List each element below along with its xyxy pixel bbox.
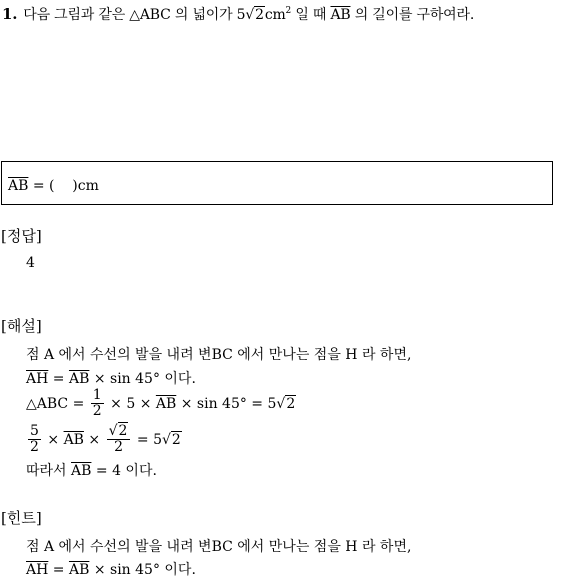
hint-label: [힌트]: [1, 509, 42, 527]
answer-box-text: $\overline{AB}$ = ( )cm: [8, 178, 99, 194]
fraction: $\frac{√2}{2}$: [107, 424, 131, 456]
segment-ab: $\overline{AB}$: [330, 7, 351, 23]
fraction: $\frac{1}{2}$: [92, 387, 102, 420]
fraction: $\frac{5}{2}$: [30, 423, 39, 456]
answer-label: [정답]: [1, 227, 42, 245]
hint-line-2: $\overline{AH} = \overline{AB} \times \sin 45^\circ$ 이다.: [26, 562, 196, 578]
solution-line-4: $\frac{5}{2}$ × $\overline{AB}$ × $\frac{√2}{2}$ = 5√2: [30, 423, 181, 456]
unit: cm: [264, 7, 286, 23]
solution-label: [해설]: [1, 317, 42, 335]
exponent: 2: [285, 6, 292, 16]
solution-line-1: 점 A 에서 수선의 발을 내려 변BC 에서 만나는 점을 H 라 하면,: [26, 347, 412, 363]
solution-line-5: 따라서 $\overline{AB} = 4$ 이다.: [26, 463, 157, 479]
hint-line-1: 점 A 에서 수선의 발을 내려 변BC 에서 만나는 점을 H 라 하면,: [26, 539, 412, 555]
question-number: 1.: [2, 5, 18, 23]
solution-line-3: △ABC = $\frac{1}{2}$ × $5 \times \overline{AB} \times \sin 45^\circ = 5√2$: [26, 387, 296, 420]
solution-line-2: $\overline{AH} = \overline{AB} \times \sin 45^\circ$ 이다.: [26, 371, 196, 387]
answer-value: 4: [26, 255, 35, 271]
sqrt-symbol: √2: [276, 395, 296, 412]
question-text: 1. 다음 그림과 같은 △ABC 의 넓이가 $5√2cm^2$ 일 때 $\overline{AB}$ 의 길이를 구하여라.: [2, 5, 475, 23]
answer-box[interactable]: [1, 161, 553, 205]
sqrt-symbol: √2: [245, 7, 264, 23]
sqrt-symbol: √2: [162, 431, 181, 448]
question-pre: 다음 그림과 같은 △ABC 의 넓이가 5: [23, 7, 246, 23]
